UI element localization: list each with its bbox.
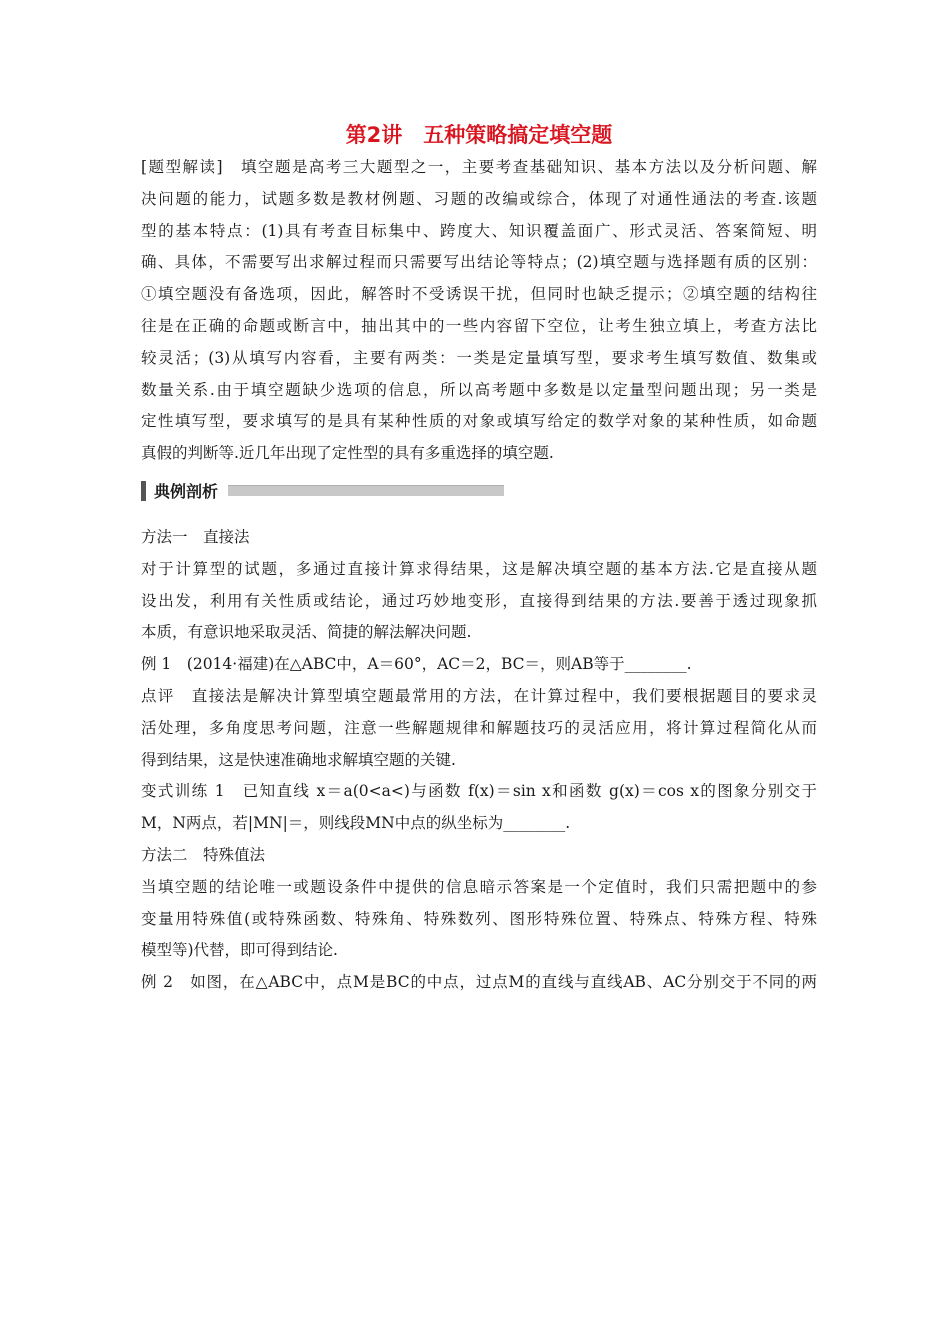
method-heading: 方法一 直接法 bbox=[141, 527, 250, 546]
comment-line: 点评 直接法是解决计算型填空题最常用的方法，在计算过程中，我们要根据题目的要求灵 bbox=[141, 686, 817, 705]
exercise-line: 变式训练 1 已知直线 x＝a(0<a<)与函数 f(x)＝sin x和函数 g(x)＝cos x的图象分别交于 bbox=[141, 782, 817, 801]
intro-line: 确、具体，不需要写出求解过程而只需要写出结论等特点；(2)填空题与选择题有质的区别： bbox=[141, 253, 817, 272]
intro-line: ①填空题没有备选项，因此，解答时不受诱误干扰，但同时也缺乏提示；②填空题的结构往 bbox=[141, 285, 817, 304]
intro-line: 较灵活；(3)从填写内容看，主要有两类：一类是定量填写型，要求考生填写数值、数集或 bbox=[141, 348, 817, 367]
page-title: 第2讲 五种策略搞定填空题 bbox=[345, 123, 613, 147]
method-line: 当填空题的结论唯一或题设条件中提供的信息暗示答案是一个定值时，我们只需把题中的参 bbox=[141, 877, 817, 896]
example-1: 例 1 (2014·福建)在△ABC中，A＝60°，AC＝2，BC＝，则AB等于________. bbox=[141, 655, 692, 674]
method-line: 本质，有意识地采取灵活、简捷的解法解决问题. bbox=[141, 623, 472, 642]
method-two bbox=[141, 840, 817, 999]
intro-line: 真假的判断等.近几年出现了定性型的具有多重选择的填空题. bbox=[141, 444, 554, 463]
comment-line: 得到结果，这是快速准确地求解填空题的关键. bbox=[141, 750, 456, 769]
method-line: 变量用特殊值(或特殊函数、特殊角、特殊数列、图形特殊位置、特殊点、特殊方程、特殊 bbox=[141, 909, 817, 928]
section-header bbox=[141, 474, 817, 508]
intro-line: [题型解读] 填空题是高考三大题型之一，主要考查基础知识、基本方法以及分析问题、解 bbox=[141, 158, 817, 176]
document-page bbox=[141, 118, 817, 999]
method-heading: 方法二 特殊值法 bbox=[141, 845, 266, 864]
intro-line: 数量关系.由于填空题缺少选项的信息，所以高考题中多数是以定量型问题出现；另一类是 bbox=[141, 380, 817, 399]
intro-line: 决问题的能力，试题多数是教材例题、习题的改编或综合，体现了对通性通法的考查.该题 bbox=[141, 189, 817, 208]
section-rule bbox=[228, 485, 504, 496]
intro-paragraph bbox=[141, 152, 817, 470]
example-2: 例 2 如图，在△ABC中，点M是BC的中点，过点M的直线与直线AB、AC分别交于不同的两 bbox=[141, 973, 817, 992]
comment-line: 活处理，多角度思考问题，注意一些解题规律和解题技巧的灵活应用，将计算过程简化从而 bbox=[141, 718, 817, 737]
method-one bbox=[141, 522, 817, 840]
intro-line: 往是在正确的命题或断言中，抽出其中的一些内容留下空位，让考生独立填上，考查方法比 bbox=[141, 316, 817, 335]
method-line: 对于计算型的试题，多通过直接计算求得结果，这是解决填空题的基本方法.它是直接从题 bbox=[141, 559, 817, 578]
section-label: 典例剖析 bbox=[154, 482, 219, 502]
method-line: 设出发，利用有关性质或结论，通过巧妙地变形，直接得到结果的方法.要善于透过现象抓 bbox=[141, 591, 817, 610]
intro-line: 定性填写型，要求填写的是具有某种性质的对象或填写给定的数学对象的某种性质，如命题 bbox=[141, 412, 817, 431]
exercise-line: M，N两点，若|MN|＝，则线段MN中点的纵坐标为________. bbox=[141, 814, 571, 833]
section-bar bbox=[141, 481, 146, 501]
method-line: 模型等)代替，即可得到结论. bbox=[141, 941, 338, 960]
intro-line: 型的基本特点：(1)具有考查目标集中、跨度大、知识覆盖面广、形式灵活、答案简短、明 bbox=[141, 221, 817, 240]
